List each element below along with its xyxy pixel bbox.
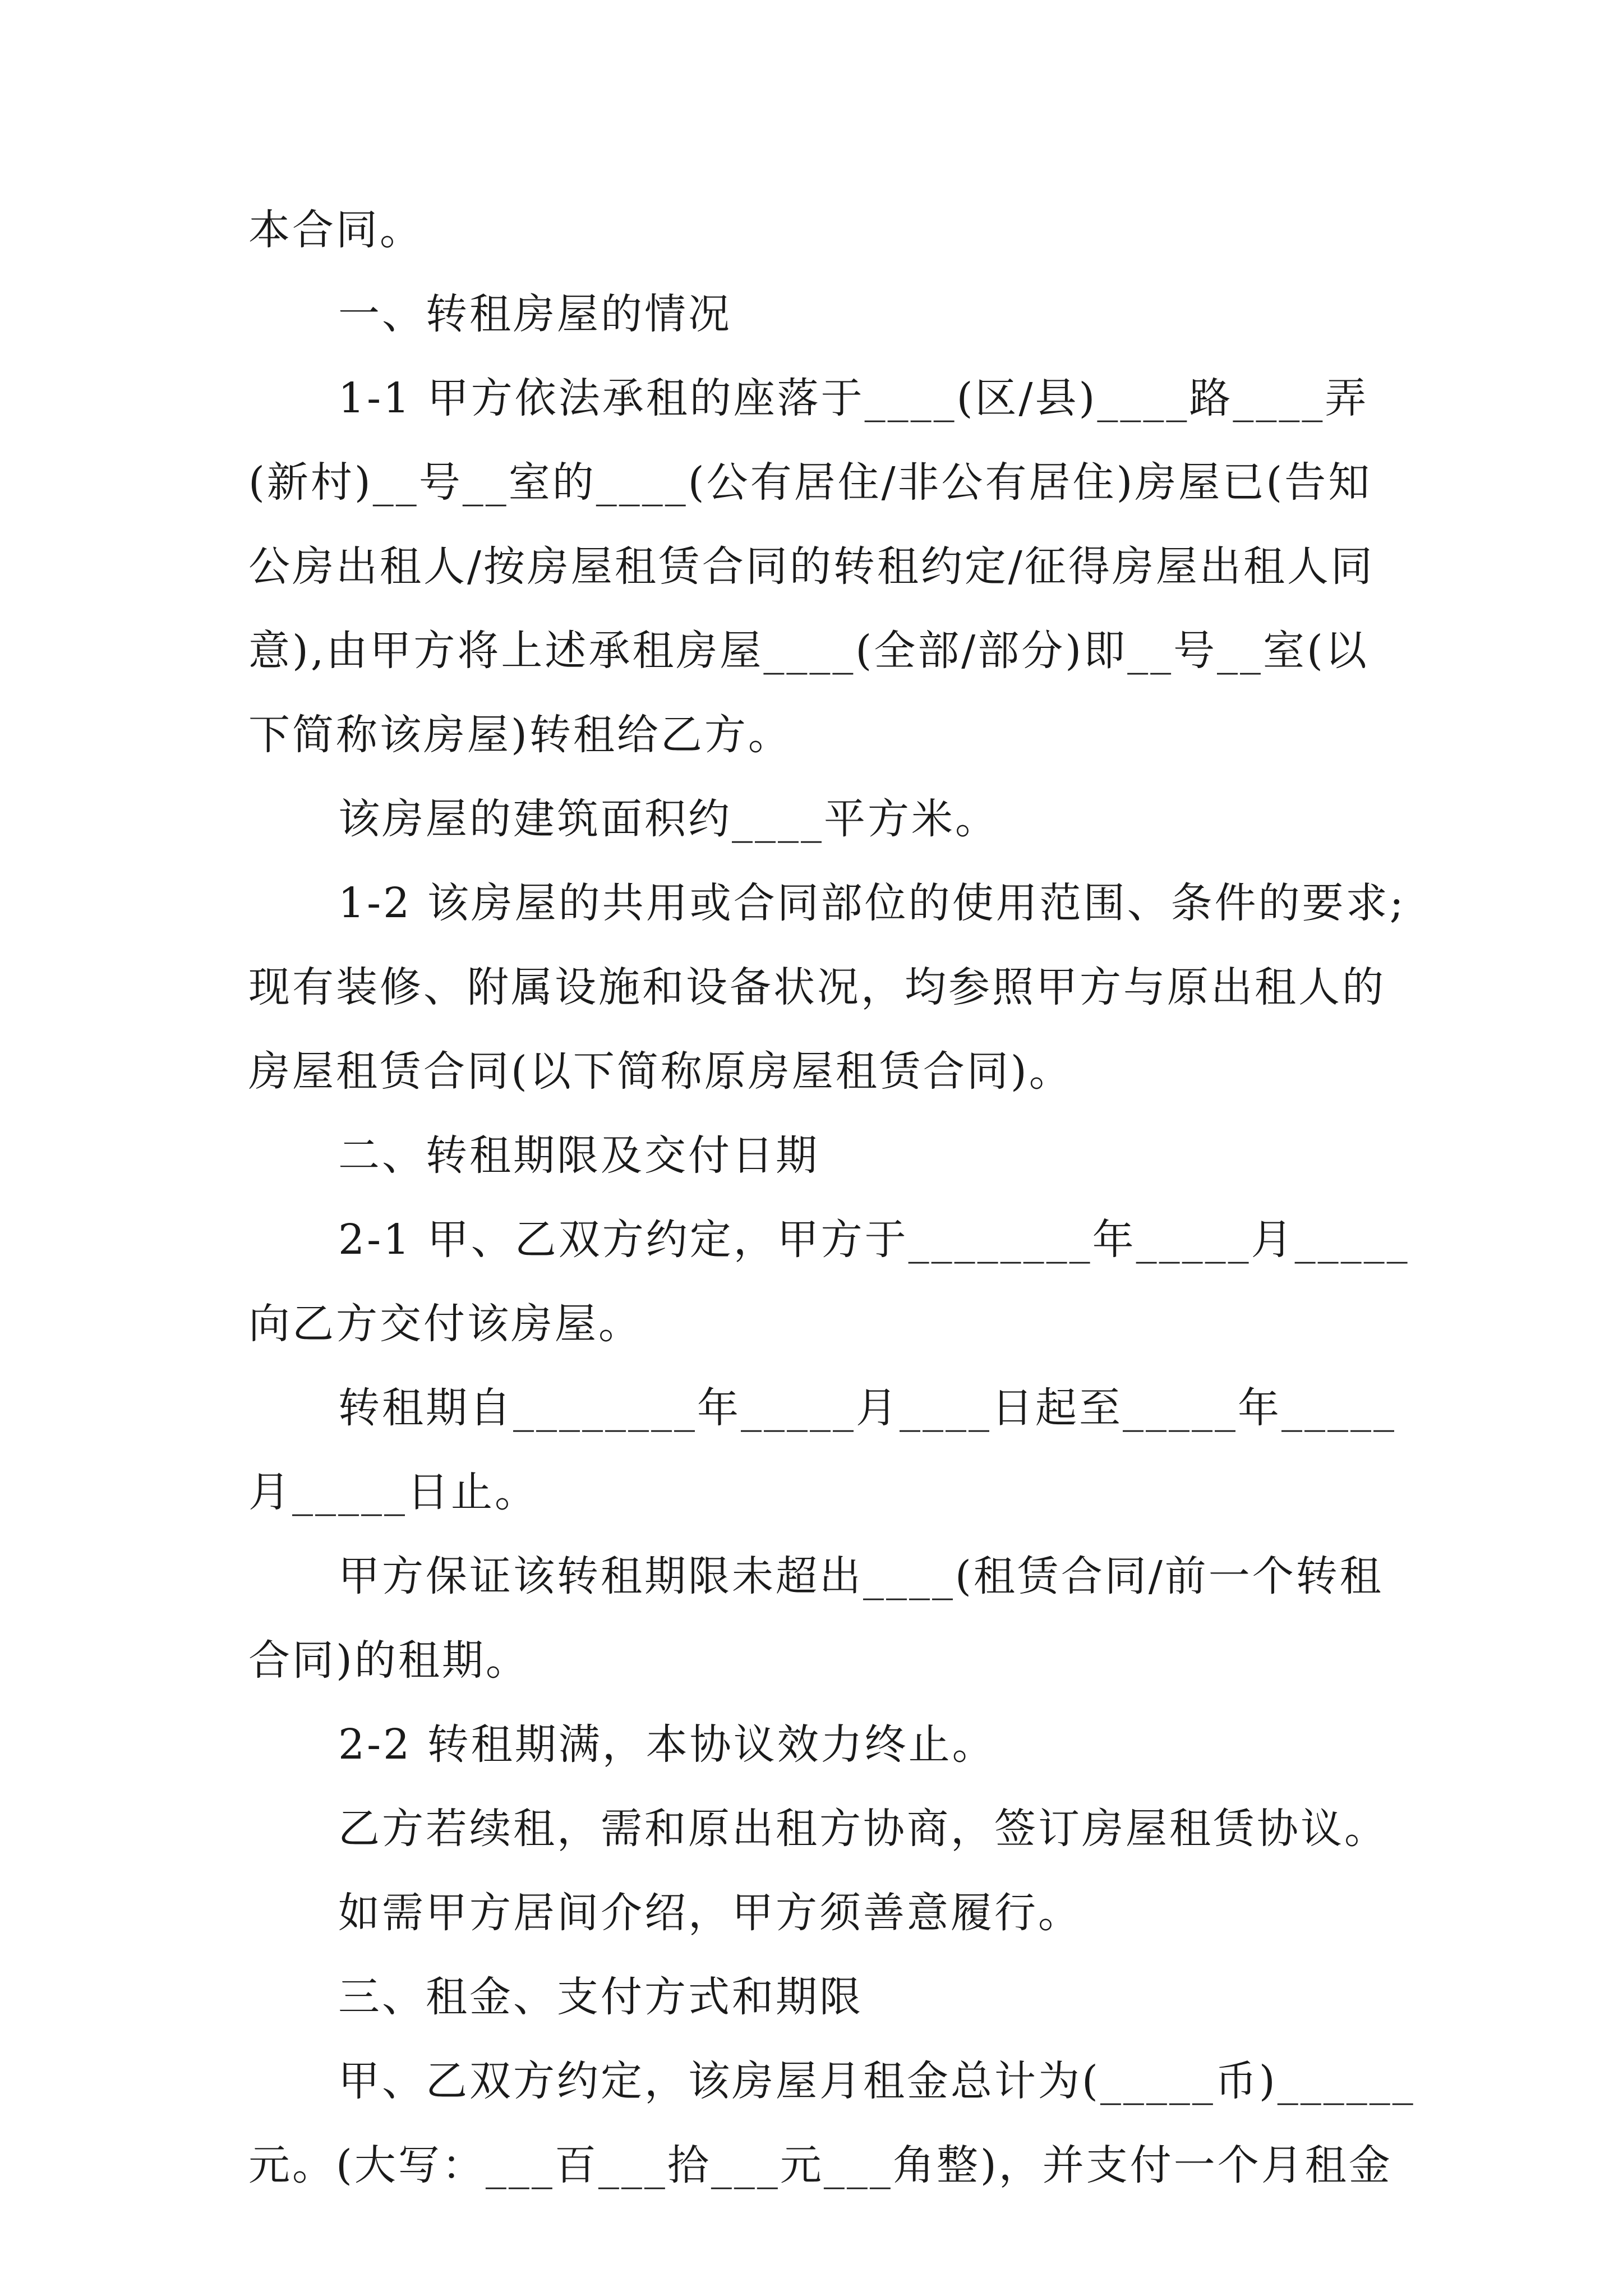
text-line: 如需甲方居间介绍，甲方须善意履行。 xyxy=(338,1889,1082,1937)
text-line: 甲、乙双方约定，该房屋月租金总计为(_____币)______ xyxy=(338,2057,1415,2105)
text-line: 合同)的租期。 xyxy=(248,1636,529,1685)
text-line: 下简称该房屋)转租给乙方。 xyxy=(248,711,792,759)
text-line: 元。(大写：___百___拾___元___角整)，并支付一个月租金 xyxy=(248,2141,1393,2189)
text-line: 2-1 甲、乙双方约定，甲方于________年_____月_____ xyxy=(338,1216,1410,1264)
text-line: 转租期自________年_____月____日起至_____年_____ xyxy=(338,1384,1396,1432)
text-line: 向乙方交付该房屋。 xyxy=(248,1300,642,1348)
text-line: 意),由甲方将上述承租房屋____(全部/部分)即__号__室(以 xyxy=(248,627,1369,675)
section-heading-2: 二、转租期限及交付日期 xyxy=(338,1131,819,1180)
text-line: 房屋租赁合同(以下简称原房屋租赁合同)。 xyxy=(248,1047,1073,1096)
section-heading-1: 一、转租房屋的情况 xyxy=(338,290,732,338)
text-line: 本合同。 xyxy=(248,206,423,254)
text-line: 公房出租人/按房屋租赁合同的转租约定/征得房屋出租人同 xyxy=(248,542,1375,591)
text-line: 甲方保证该转租期限未超出____(租赁合同/前一个转租 xyxy=(338,1552,1384,1600)
contract-body xyxy=(248,188,1415,2207)
text-line: 1-1 甲方依法承租的座落于____(区/县)____路____弄 xyxy=(338,374,1369,422)
text-line: (新村)__号__室的____(公有居住/非公有居住)房屋已(告知 xyxy=(248,458,1372,507)
text-line: 乙方若续租，需和原出租方协商，签订房屋租赁协议。 xyxy=(338,1805,1388,1853)
section-heading-3: 三、租金、支付方式和期限 xyxy=(338,1973,863,2021)
text-line: 月_____日止。 xyxy=(248,1468,538,1516)
text-line: 1-2 该房屋的共用或合同部位的使用范围、条件的要求; xyxy=(338,879,1406,927)
text-line: 2-2 转租期满，本协议效力终止。 xyxy=(338,1720,996,1769)
text-line: 现有装修、附属设施和设备状况，均参照甲方与原出租人的 xyxy=(248,963,1386,1011)
text-line: 该房屋的建筑面积约____平方米。 xyxy=(338,795,999,843)
